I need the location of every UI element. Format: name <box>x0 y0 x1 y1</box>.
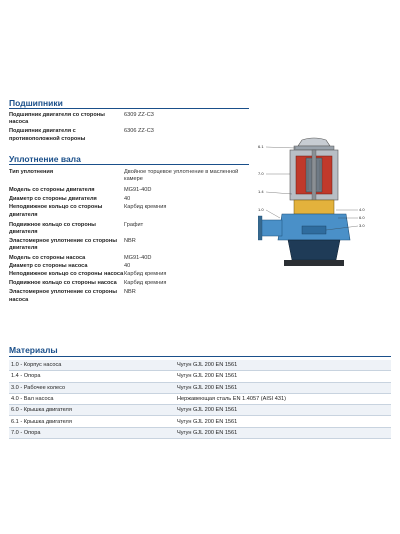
spec-value: Карбид кремния <box>124 204 167 211</box>
part-cell: 1.4 - Опора <box>9 371 175 382</box>
spec-row <box>9 263 239 270</box>
pump-stand <box>288 240 340 260</box>
spec-label: Подшипник двигателя с противоположной стороны <box>9 128 86 142</box>
impeller <box>302 226 326 234</box>
spec-row <box>9 238 239 252</box>
spec-label: Диаметр со стороны насоса <box>9 262 88 269</box>
spec-label: Эластомерное уплотнение со стороны насоса <box>9 289 117 303</box>
material-cell: Чугун GJL 200 EN 1561 <box>175 405 391 416</box>
motor-cover-top <box>298 138 330 146</box>
part-cell: 7.0 - Опора <box>9 427 175 438</box>
stand-base <box>284 260 344 266</box>
callout-label: 7.0 <box>258 171 264 176</box>
spec-value: 40 <box>124 196 131 203</box>
table-row <box>9 360 391 371</box>
part-cell: 6.0 - Крышка двигателя <box>9 405 175 416</box>
material-cell: Чугун GJL 200 EN 1561 <box>175 371 391 382</box>
spec-row <box>9 222 239 236</box>
materials-rule <box>9 356 391 357</box>
material-cell: Чугун GJL 200 EN 1561 <box>175 382 391 393</box>
callout-label: 3.0 <box>359 223 365 228</box>
materials-title: Материалы <box>9 345 58 355</box>
spec-label: Модель со стороны двигателя <box>9 187 95 193</box>
spec-label: Подвижное кольцо со стороны двигателя <box>9 221 96 236</box>
spec-value: Карбид кремния <box>124 271 167 278</box>
bearings-rule <box>9 108 249 109</box>
spec-value: Двойное торцевое уплотнение в масленной камере <box>124 169 239 183</box>
table-row <box>9 427 391 438</box>
spec-row <box>9 128 239 142</box>
spec-label: Эластомерное уплотнение со стороны двигателя <box>9 238 117 252</box>
table-row <box>9 393 391 404</box>
spec-row <box>9 280 239 287</box>
spec-value: 6309 ZZ-C3 <box>124 112 154 118</box>
callout-label: 1.4 <box>258 189 264 194</box>
bearings-title: Подшипники <box>9 98 63 108</box>
spec-value: 40 <box>124 262 131 269</box>
spec-row <box>9 169 239 185</box>
material-cell: Чугун GJL 200 EN 1561 <box>175 416 391 427</box>
spec-row <box>9 289 239 303</box>
seal-rule <box>9 164 249 165</box>
part-cell: 1.0 - Корпус насоса <box>9 360 175 371</box>
material-cell: Нержавеющая сталь EN 1.4057 (AISI 431) <box>175 393 391 404</box>
spec-row <box>9 112 239 126</box>
part-cell: 4.0 - Вал насоса <box>9 393 175 404</box>
spec-label: Неподвижное кольцо со стороны насоса <box>9 271 124 278</box>
spec-row <box>9 271 239 278</box>
spec-row <box>9 187 239 194</box>
spec-label: Неподвижное кольцо со стороны двигателя <box>9 204 103 218</box>
callout-label: 1.0 <box>258 207 264 212</box>
spec-row <box>9 255 239 262</box>
callout-label: 4.0 <box>359 207 365 212</box>
table-row <box>9 416 391 427</box>
material-cell: Чугун GJL 200 EN 1561 <box>175 427 391 438</box>
spec-label: Модель со стороны насоса <box>9 254 86 261</box>
part-cell: 6.1 - Крышка двигателя <box>9 416 175 427</box>
spec-value: MG91-40D <box>124 254 152 261</box>
spec-value: Графит <box>124 221 144 228</box>
spec-value: MG91-40D <box>124 187 152 193</box>
spec-row <box>9 196 239 203</box>
table-row <box>9 405 391 416</box>
callout-line <box>266 210 280 218</box>
spec-label: Диаметр со стороны двигателя <box>9 196 97 203</box>
spec-value: 6306 ZZ-C3 <box>124 128 154 135</box>
table-row <box>9 382 391 393</box>
pump-cross-section-diagram <box>258 136 368 276</box>
callout-label: 6.0 <box>359 215 365 220</box>
discharge-flange <box>258 216 262 240</box>
spec-value: NBR <box>124 289 136 296</box>
spec-value: NBR <box>124 238 136 245</box>
cover-flange <box>294 146 334 150</box>
seal-list <box>9 169 239 304</box>
seal-chamber <box>294 200 334 214</box>
material-cell: Чугун GJL 200 EN 1561 <box>175 360 391 371</box>
callout-line <box>266 147 296 148</box>
callout-label: 6.1 <box>258 144 264 149</box>
materials-table <box>9 360 391 439</box>
callout-line <box>266 192 292 194</box>
part-cell: 3.0 - Рабочее колесо <box>9 382 175 393</box>
spec-label: Подвижное кольцо со стороны насоса <box>9 280 117 287</box>
spec-value: Карбид кремния <box>124 280 167 287</box>
spec-label: Тип уплотнения <box>9 169 54 175</box>
table-row <box>9 371 391 382</box>
bearings-list <box>9 112 239 143</box>
spec-row <box>9 204 239 218</box>
spec-label: Подшипник двигателя со стороны насоса <box>9 112 105 126</box>
seal-title: Уплотнение вала <box>9 154 81 164</box>
